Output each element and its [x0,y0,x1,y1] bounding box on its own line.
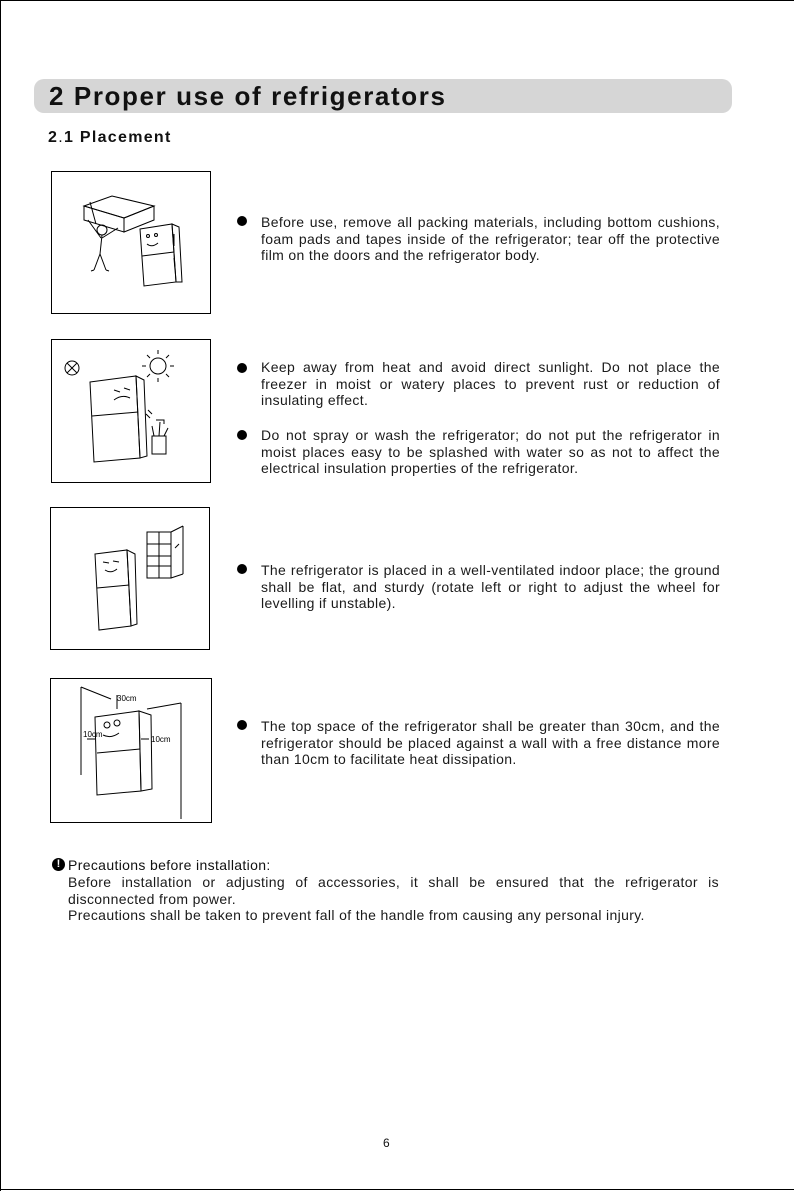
bullet-point [237,216,247,226]
section-heading: 1 Placement [63,129,172,146]
exclamation-icon: ! [52,858,65,871]
bullet-point [237,363,247,373]
bullet-point [237,430,247,440]
section-separator: . [58,129,64,146]
instruction-text: Before use, remove all packing materials, including bottom cushions, foam pads and tapes inside of the refrigerator; tear off the protective film on the doors and the refrigerator body. [261,214,720,263]
precaution-line: Precautions shall be taken to prevent fall of the handle from causing any personal injury. [68,907,645,923]
page-border-bottom [0,1189,794,1190]
page-border-top [0,0,794,1]
section-title [48,128,172,148]
chapter-header-bar [34,79,732,113]
section-number: 2 [48,129,59,146]
precautions-title: Precautions before installation: [68,857,271,873]
instruction-text: The top space of the refrigerator shall be greater than 30cm, and the refrigerator should be placed against a wall with a free distance more than 10cm to facilitate heat dissipation. [261,718,720,767]
chapter-title: 2 Proper use of refrigerators [49,81,447,111]
clearance-label-top: 30cm [117,694,137,703]
bullet-point [237,720,247,730]
clearance-label-right: 10cm [151,735,171,744]
illustration-ventilation [50,507,210,650]
instruction-text: Do not spray or wash the refrigerator; do not put the refrigerator in moist places easy to be splashed with water so as not to affect the electrical insulation properties of the refrigerator. [261,427,720,476]
illustration-clearance [50,678,212,823]
illustration-unpacking [51,171,211,314]
clearance-label-left: 10cm [83,730,103,739]
illustration-heat-water [51,339,211,483]
instruction-text: The refrigerator is placed in a well-ventilated indoor place; the ground shall be flat, and sturdy (rotate left or right to adjust the wheel for levelling if unstable). [261,562,720,611]
instruction-text: Keep away from heat and avoid direct sunlight. Do not place the freezer in moist or watery places to prevent rust or reduction of insulating effect. [261,359,720,408]
page-border-left [0,0,1,1191]
bullet-point [237,564,247,574]
page-number: 6 [383,1136,390,1150]
precautions-body [68,874,719,924]
precaution-line: Before installation or adjusting of accessories, it shall be ensured that the refrigerator is disconnected from power. [68,874,719,907]
